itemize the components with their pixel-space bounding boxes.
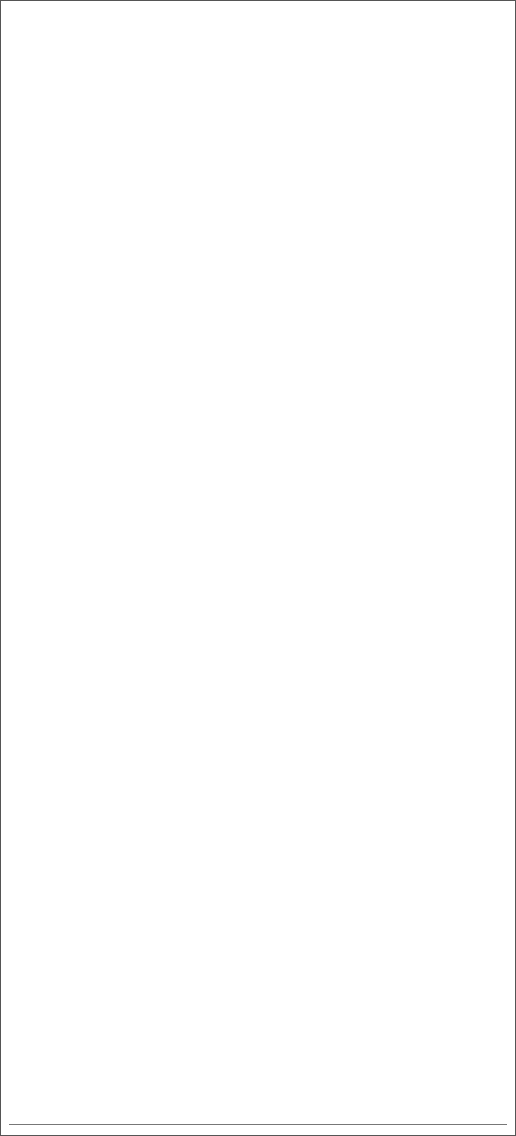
notice-footer [9,1124,507,1129]
